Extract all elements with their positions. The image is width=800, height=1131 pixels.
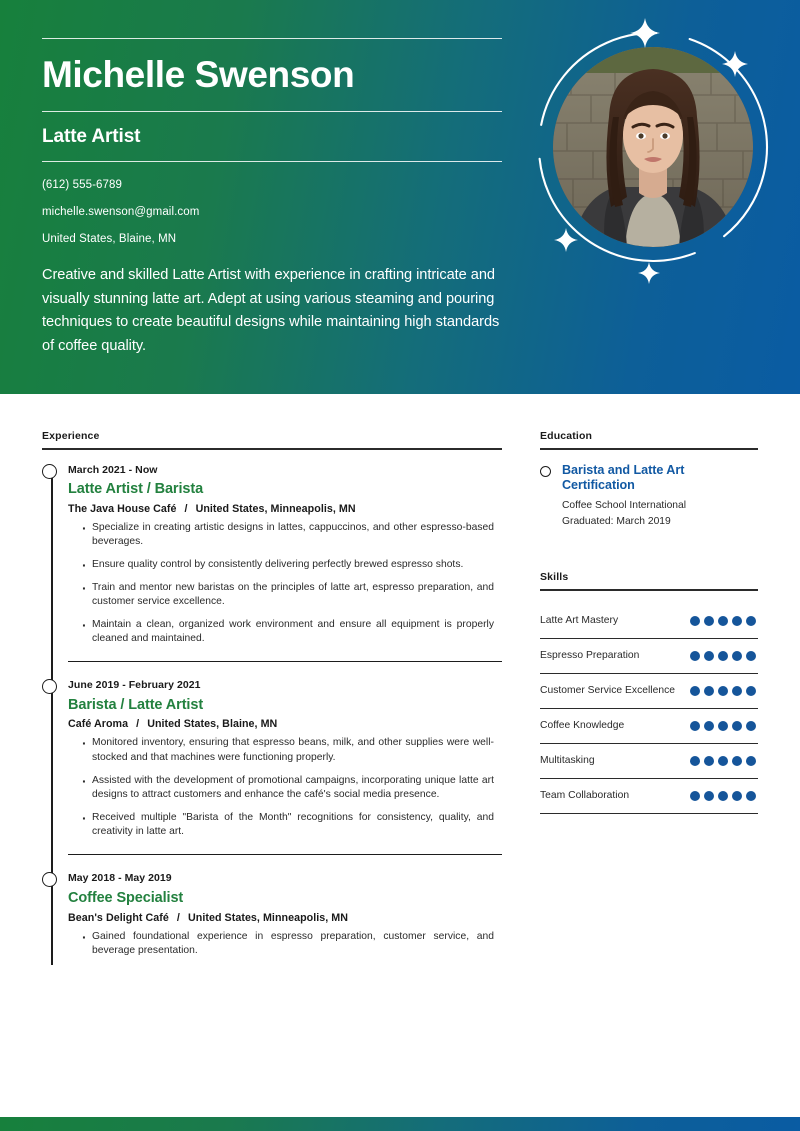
skill-rating (690, 686, 758, 696)
sparkle-icon (630, 18, 660, 48)
contact-block (42, 162, 502, 259)
skill-dot (704, 651, 714, 661)
header-identity-block (42, 38, 502, 259)
experience-separator: / (184, 502, 188, 515)
skill-row (540, 674, 758, 709)
skill-dot (746, 721, 756, 731)
education-graduated: Graduated: March 2019 (562, 515, 671, 527)
skill-dot (732, 721, 742, 731)
skill-row (540, 744, 758, 779)
experience-bullet: · Gained foundational experience in espresso preparation, customer service, and beverage presentation. (82, 930, 494, 967)
experience-separator: / (136, 718, 140, 731)
experience-org (68, 718, 502, 736)
sidebar-column (540, 430, 758, 814)
experience-bullet: · Maintain a clean, organized work environment and ensure all equipment is properly cleaned and maintained. (82, 618, 494, 655)
skill-name: Latte Art Mastery (540, 614, 619, 626)
experience-org (68, 503, 502, 521)
skill-rating (690, 651, 758, 661)
sidebar-spacer (540, 529, 758, 571)
experience-bullet: · Received multiple "Barista of the Month" recognitions for consistency, quality, and creativity in latte art. (82, 811, 494, 848)
education-entry (540, 463, 758, 529)
skill-dot (732, 791, 742, 801)
education-school: Coffee School International (562, 500, 687, 512)
experience-bullets (68, 736, 502, 848)
skill-dot (732, 756, 742, 766)
experience-company: Bean's Delight Café (68, 911, 169, 924)
skill-row (540, 639, 758, 674)
skill-name: Team Collaboration (540, 789, 630, 801)
candidate-name: Michelle Swenson (42, 54, 355, 95)
experience-bullet: · Specialize in creating artistic designs in lattes, cappuccinos, and other espresso-based beverages. (82, 521, 494, 558)
photo-container (528, 18, 778, 278)
experience-entry (68, 463, 502, 679)
experience-entry (68, 678, 502, 871)
skills-section-label: Skills (540, 570, 569, 583)
skill-rating (690, 616, 758, 626)
entry-divider (68, 854, 502, 855)
experience-separator: / (176, 911, 180, 924)
skill-row (540, 779, 758, 814)
experience-timeline (42, 463, 502, 969)
skill-rating (690, 791, 758, 801)
experience-bullet: · Ensure quality control by consistently delivering perfectly brewed espresso shots. (82, 558, 494, 581)
experience-company: Café Aroma (68, 718, 129, 731)
skill-dot (746, 756, 756, 766)
skill-dot (704, 756, 714, 766)
experience-section-label: Experience (42, 430, 100, 442)
contact-email: michelle.swenson@gmail.com (42, 205, 200, 218)
education-degree: Barista and Latte Art Certification (562, 462, 685, 493)
sparkle-icon (554, 228, 578, 252)
education-section-label: Education (540, 430, 593, 442)
timeline-marker-icon (42, 679, 57, 694)
skill-rating (690, 756, 758, 766)
skill-row (540, 709, 758, 744)
skill-dot (718, 721, 728, 731)
timeline-marker-icon (42, 872, 57, 887)
profile-summary: Creative and skilled Latte Artist with experience in crafting intricate and visually stunning latte art. Adept at using various steaming and pouring techniques to create beautiful designs while maintaining high standards of coffee quality. (42, 267, 500, 354)
experience-date: June 2019 - February 2021 (68, 679, 201, 692)
skill-dot (690, 686, 700, 696)
experience-bullet: · Monitored inventory, ensuring that espresso beans, milk, and other supplies were well-stocked and that machines were functioning properly. (82, 736, 494, 773)
skill-dot (718, 756, 728, 766)
skill-dot (690, 756, 700, 766)
sparkle-icon (722, 51, 748, 77)
skill-dot (704, 721, 714, 731)
candidate-job-title: Latte Artist (42, 125, 141, 147)
portrait-photo (553, 47, 753, 247)
experience-bullet: · Train and mentor new baristas on the principles of latte art, espresso preparation, and customer service excellence. (82, 581, 494, 618)
skill-name: Coffee Knowledge (540, 719, 625, 731)
skill-dot (704, 686, 714, 696)
experience-org (68, 912, 502, 930)
skill-dot (690, 721, 700, 731)
experience-date: March 2021 - Now (68, 463, 158, 476)
experience-date: May 2018 - May 2019 (68, 872, 172, 885)
skill-dot (746, 791, 756, 801)
experience-column (42, 430, 502, 969)
skill-name: Multitasking (540, 754, 595, 766)
skill-name: Espresso Preparation (540, 649, 640, 661)
skill-dot (690, 651, 700, 661)
skill-dot (718, 616, 728, 626)
experience-section-rule (42, 448, 502, 450)
skills-section-rule (540, 589, 758, 591)
contact-phone: (612) 555-6789 (42, 178, 123, 191)
experience-company: The Java House Café (68, 502, 177, 515)
skill-dot (718, 686, 728, 696)
skill-dot (690, 791, 700, 801)
skill-dot (704, 791, 714, 801)
education-marker-icon (540, 466, 551, 477)
skill-dot (732, 686, 742, 696)
skill-dot (718, 791, 728, 801)
skill-dot (718, 651, 728, 661)
skill-dot (746, 616, 756, 626)
entry-divider (68, 661, 502, 662)
timeline-spine (51, 471, 53, 965)
skill-dot (732, 616, 742, 626)
resume-header (0, 0, 800, 394)
contact-location: United States, Blaine, MN (42, 232, 177, 245)
experience-role: Barista / Latte Artist (68, 697, 204, 714)
skill-dot (704, 616, 714, 626)
skill-dot (732, 651, 742, 661)
skills-list (540, 604, 758, 814)
footer-gradient-bar (0, 1117, 800, 1131)
skill-row (540, 604, 758, 639)
experience-role: Latte Artist / Barista (68, 481, 204, 498)
sparkle-icon (638, 262, 660, 284)
experience-location: United States, Minneapolis, MN (195, 502, 356, 515)
experience-role: Coffee Specialist (68, 890, 184, 907)
experience-bullets (68, 521, 502, 655)
experience-bullets (68, 930, 502, 967)
skill-dot (746, 686, 756, 696)
skill-dot (690, 616, 700, 626)
skill-rating (690, 721, 758, 731)
experience-location: United States, Minneapolis, MN (187, 911, 349, 924)
skill-dot (746, 651, 756, 661)
experience-bullet: · Assisted with the development of promotional campaigns, incorporating unique latte art designs to attract customers and enhance the café's social media presence. (82, 774, 494, 811)
skill-name: Customer Service Excellence (540, 684, 676, 696)
avatar (553, 47, 753, 247)
timeline-marker-icon (42, 464, 57, 479)
experience-location: United States, Blaine, MN (147, 718, 278, 731)
education-section-rule (540, 448, 758, 450)
experience-entry (68, 871, 502, 968)
